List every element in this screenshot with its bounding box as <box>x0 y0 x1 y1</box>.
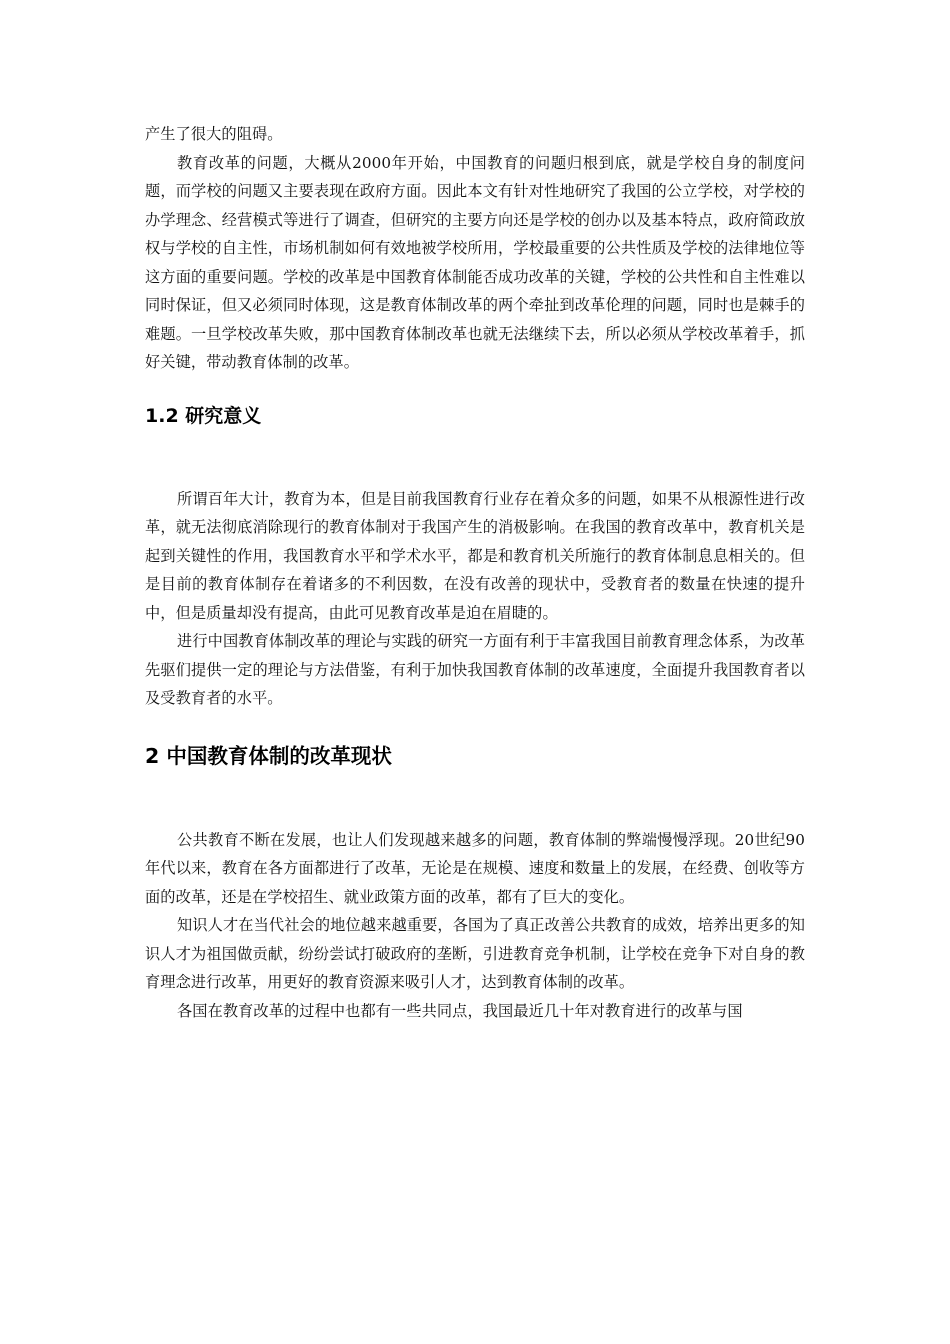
paragraph-reform-intro: 教育改革的问题，大概从2000年开始，中国教育的问题归根到底，就是学校自身的制度问题，而学校的问题又主要表现在政府方面。因此本文有针对性地研究了我国的公立学校，对学校的办学理念、经营模式等进行了调查，但研究的主要方向还是学校的创办以及基本特点，政府简政放权与学校的自主性，市场机制如何有效地被学校所用，学校最重要的公共性质及学校的法律地位等这方面的重要问题。学校的改革是中国教育体制能否成功改革的关键，学校的公共性和自主性难以同时保证，但又必须同时体现，这是教育体制改革的两个牵扯到改革伦理的问题，同时也是棘手的难题。一旦学校改革失败，那中国教育体制改革也就无法继续下去，所以必须从学校改革着手，抓好关键，带动教育体制的改革。 <box>145 153 805 371</box>
paragraph-significance-2: 进行中国教育体制改革的理论与实践的研究一方面有利于丰富我国目前教育理念体系，为改革先驱们提供一定的理论与方法借鉴，有利于加快我国教育体制的改革速度，全面提升我国教育者以及受教育者的水平。 <box>145 632 805 707</box>
paragraph-significance-1: 所谓百年大计，教育为本，但是目前我国教育行业存在着众多的问题，如果不从根源性进行改革，就无法彻底消除现行的教育体制对于我国产生的消极影响。在我国的教育改革中，教育机关是起到关键性的作用，我国教育水平和学术水平，都是和教育机关所施行的教育体制息息相关的。但是目前的教育体制存在着诸多的不利因数，在没有改善的现状中，受教育者的数量在快速的提升中，但是质量却没有提高，由此可见教育改革是迫在眉睫的。 <box>145 489 805 622</box>
paragraph-status-3: 各国在教育改革的过程中也都有一些共同点，我国最近几十年对教育进行的改革与国 <box>177 1001 743 1020</box>
section-heading-2: 2 中国教育体制的改革现状 <box>145 743 392 768</box>
paragraph-status-2: 知识人才在当代社会的地位越来越重要，各国为了真正改善公共教育的成效，培养出更多的知识人才为祖国做贡献，纷纷尝试打破政府的垄断，引进教育竞争机制，让学校在竞争下对自身的教育理念进行改革，用更好的教育资源来吸引人才，达到教育体制的改革。 <box>145 916 805 991</box>
paragraph-continuation: 产生了很大的阻碍。 <box>145 125 283 143</box>
section-heading-1-2: 1.2 研究意义 <box>145 404 262 427</box>
paragraph-status-1: 公共教育不断在发展，也让人们发现越来越多的问题，教育体制的弊端慢慢浮现。20世纪90年代以来，教育在各方面都进行了改革，无论是在规模、速度和数量上的发展，在经费、创收等方面的改革，还是在学校招生、就业政策方面的改革，都有了巨大的变化。 <box>145 830 805 906</box>
document-body <box>145 120 805 1025</box>
